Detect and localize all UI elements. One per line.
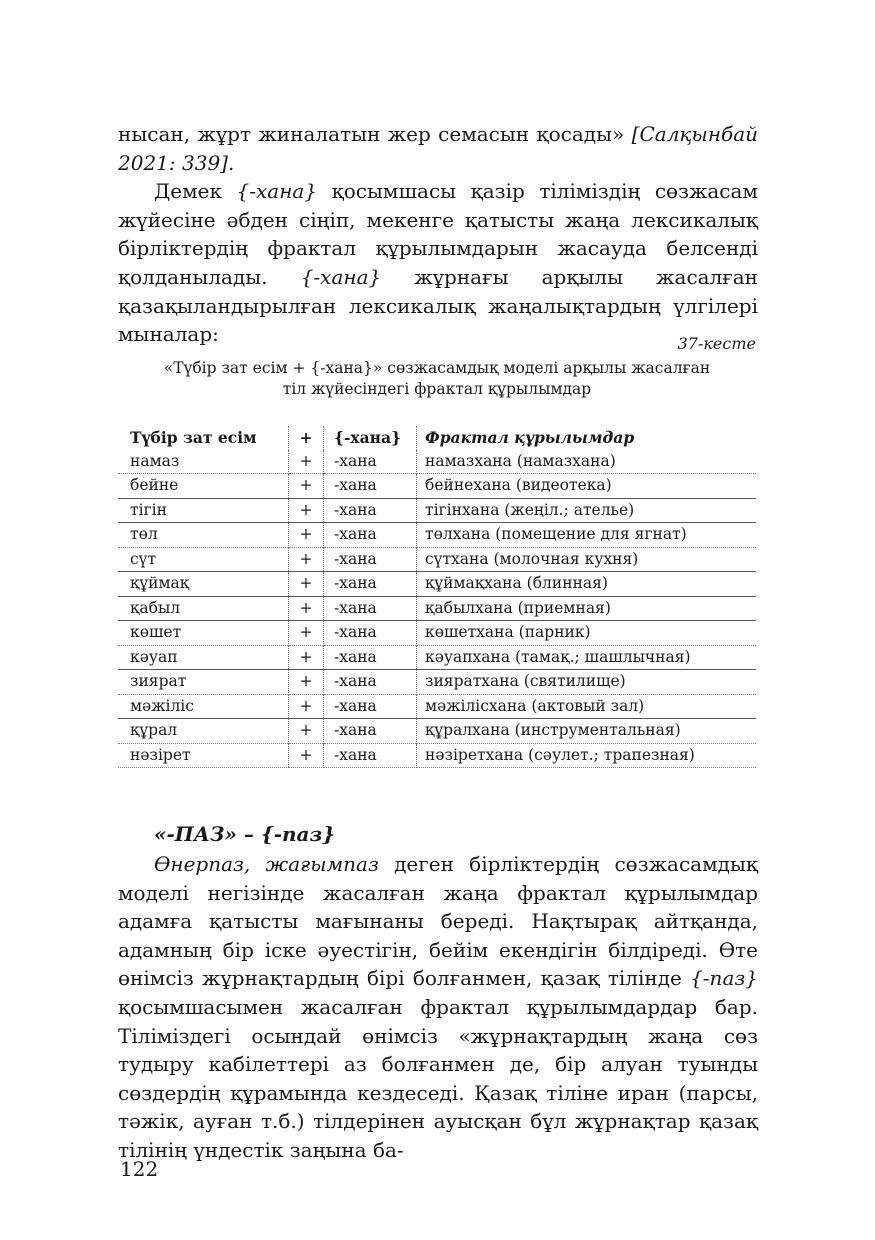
cell-root: бейне <box>118 474 289 499</box>
p3-part: деген бірліктердің сөзжасамдық моделі негізінде жасалған жаңа фрактал құрылымдар адамға қатысты мағынаны береді. Нақтырақ айтқанда, адамның бір іске әуестігін, бейім екендігін білдіреді. Өте өнімсіз жұрнақтардың бірі болғанмен, қазақ тілінде <box>118 852 758 991</box>
cell-plus: + <box>289 621 324 646</box>
cell-fractal: зияратхана (святилище) <box>417 670 757 695</box>
cell-suffix: -хана <box>324 621 417 646</box>
p2-part: Демек <box>154 179 237 204</box>
table-header-row <box>118 426 756 450</box>
header-root: Түбір зат есім <box>130 428 257 447</box>
cell-fractal: бейнехана (видеотека) <box>417 474 757 499</box>
p3-part: қосымшасымен жасалған фрактал құрылымдардар бар. Тіліміздегі осындай өнімсіз «жұрнақтардың жаңа сөз тудыру кабілеттері аз болғанмен де, бір алуан туынды сөздердің құрамында кездеседі. Қазақ тіліне иран (парсы, тәжік, ауған т.б.) тілдерінен ауысқан бұл жұрнақтар қазақ тілінің үндестік заңына ба- <box>118 994 758 1162</box>
cell-fractal: нәзіретхана (сәулет.; трапезная) <box>417 743 757 768</box>
cell-plus: + <box>289 645 324 670</box>
table-row <box>118 596 756 621</box>
cell-root: құрал <box>118 719 289 744</box>
cell-root: қабыл <box>118 596 289 621</box>
cell-plus: + <box>289 498 324 523</box>
cell-suffix: -хана <box>324 694 417 719</box>
cell-suffix: -хана <box>324 547 417 572</box>
section-heading: «-ПАЗ» – {-паз} <box>154 822 336 846</box>
citation: [Салқынбай 2021: 339]. <box>118 122 758 175</box>
cell-plus: + <box>289 596 324 621</box>
cell-suffix: -хана <box>324 498 417 523</box>
cell-fractal: қабылхана (приемная) <box>417 596 757 621</box>
paragraph-1-text: нысан, жұрт жиналатын жер семасын қосады» <box>118 122 632 146</box>
cell-plus: + <box>289 474 324 499</box>
cell-suffix: -хана <box>324 596 417 621</box>
p3-suffix: {-паз} <box>690 966 758 991</box>
caption-line-2: тіл жүйесіндегі фрактал құрылымдар <box>282 380 592 398</box>
table-row <box>118 523 756 548</box>
caption-line-1: «Түбір зат есім + {-хана}» сөзжасамдық моделі арқылы жасалған <box>163 359 711 377</box>
table-row <box>118 572 756 597</box>
cell-plus: + <box>289 450 324 474</box>
table-number: 37-кесте <box>677 334 756 353</box>
cell-root: намаз <box>130 451 180 470</box>
cell-fractal: құймақхана (блинная) <box>417 572 757 597</box>
cell-plus: + <box>289 547 324 572</box>
fractal-table <box>118 426 756 768</box>
cell-fractal: кәуапхана (тамақ.; шашлычная) <box>417 645 757 670</box>
paragraph-1 <box>118 120 758 177</box>
cell-plus: + <box>289 523 324 548</box>
section-text <box>118 850 758 1165</box>
cell-root: сүт <box>118 547 289 572</box>
table-row <box>118 645 756 670</box>
cell-plus: + <box>289 719 324 744</box>
cell-suffix: -хана <box>324 719 417 744</box>
cell-plus: + <box>289 743 324 768</box>
cell-plus: + <box>289 670 324 695</box>
cell-root: тігін <box>118 498 289 523</box>
header-suffix: {-хана} <box>324 426 417 450</box>
cell-suffix: -хана <box>324 474 417 499</box>
p2-suffix: {-хана} <box>236 179 318 204</box>
cell-root: төл <box>118 523 289 548</box>
cell-suffix: -хана <box>324 670 417 695</box>
cell-fractal: мәжілісхана (актовый зал) <box>417 694 757 719</box>
cell-suffix: -хана <box>324 743 417 768</box>
page-number: 122 <box>120 1157 159 1181</box>
table-row <box>118 547 756 572</box>
p2-part: қосымшасы қазір тіліміздің сөзжасам жүйесіне әбден сіңіп, мекенге қатысты жаңа лексикалық бірліктердің фрактал құрылымдарын жасауда белсенді қолданылады. <box>118 179 758 289</box>
cell-suffix: -хана <box>324 523 417 548</box>
p2-suffix: {-хана} <box>300 264 382 289</box>
table-row <box>118 670 756 695</box>
cell-fractal: көшетхана (парник) <box>417 621 757 646</box>
table-row <box>118 621 756 646</box>
paragraph-3 <box>118 850 758 1165</box>
cell-root: көшет <box>118 621 289 646</box>
header-fractal: Фрактал құрылымдар <box>425 428 635 447</box>
table-row <box>118 694 756 719</box>
intro-text <box>118 120 758 349</box>
cell-suffix: -хана <box>324 572 417 597</box>
cell-root: құймақ <box>118 572 289 597</box>
cell-root: мәжіліс <box>118 694 289 719</box>
paragraph-2 <box>118 177 758 349</box>
cell-root: зиярат <box>118 670 289 695</box>
cell-fractal: тігінхана (жеңіл.; ателье) <box>417 498 757 523</box>
cell-fractal: төлхана (помещение для ягнат) <box>417 523 757 548</box>
table-row <box>118 719 756 744</box>
table-row <box>118 450 756 474</box>
cell-plus: + <box>289 572 324 597</box>
cell-suffix: -хана <box>324 450 417 474</box>
cell-plus: + <box>289 694 324 719</box>
cell-fractal: сүтхана (молочная кухня) <box>417 547 757 572</box>
p2-part: жұрнағы арқылы жасалған қазақыландырылған лексикалық жаңалықтардың үлгілері мыналар: <box>118 264 758 347</box>
table-caption <box>118 358 756 400</box>
p3-italic: Өнерпаз, жағымпаз <box>154 852 379 876</box>
table-row <box>118 743 756 768</box>
cell-root: кәуап <box>118 645 289 670</box>
cell-suffix: -хана <box>324 645 417 670</box>
header-plus: + <box>289 426 324 450</box>
cell-root: нәзірет <box>118 743 289 768</box>
table-row <box>118 474 756 499</box>
cell-fractal: намазхана (намазхана) <box>425 451 616 470</box>
table-row <box>118 498 756 523</box>
cell-fractal: құралхана (инструментальная) <box>417 719 757 744</box>
